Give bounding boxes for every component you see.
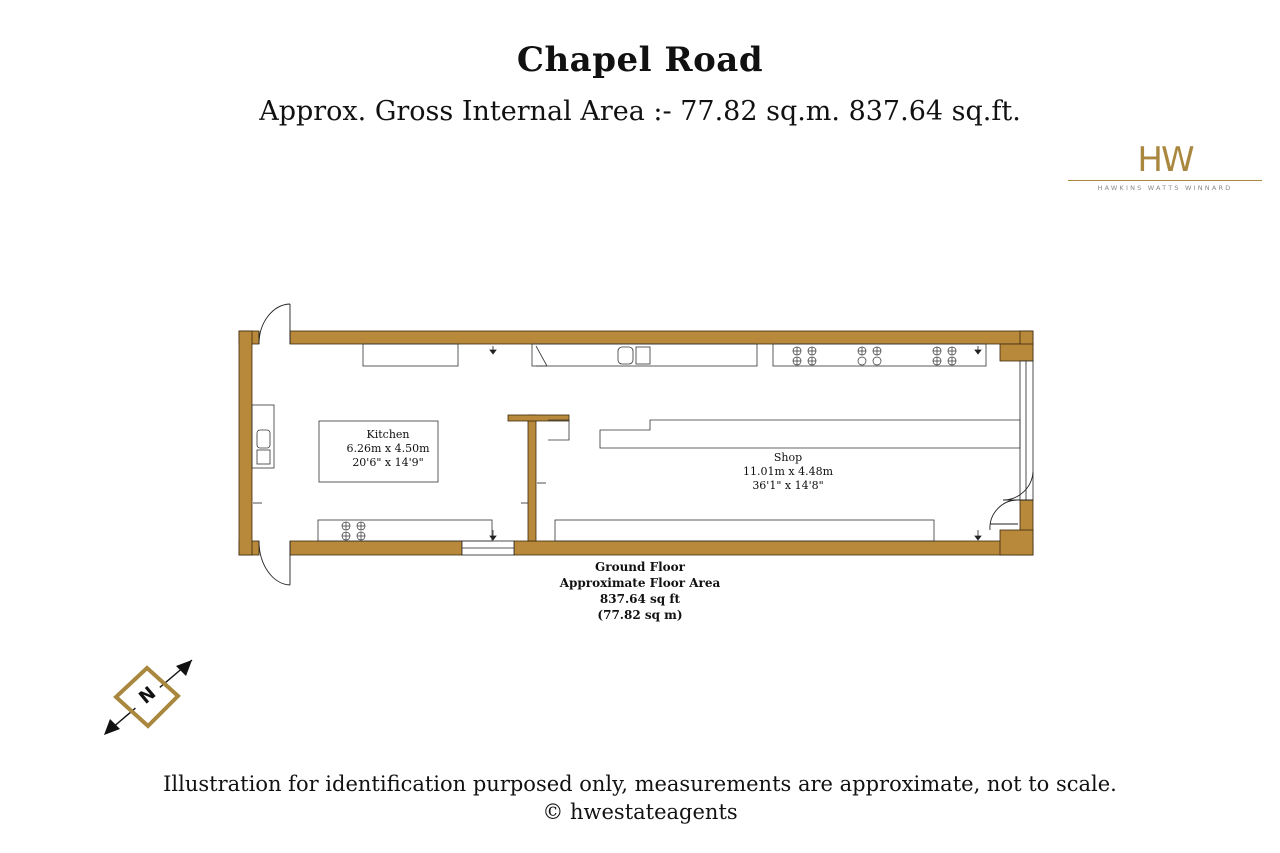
logo-mark: HW: [1137, 140, 1193, 180]
sink-drainer-icon: [636, 347, 650, 364]
hob-icon: [342, 522, 365, 540]
floor-area-sqft: 837.64 sq ft: [599, 592, 681, 606]
kitchen-name: Kitchen: [366, 428, 410, 441]
oven-icon: [257, 430, 270, 448]
top-wall: [290, 331, 1033, 344]
north-arrow-icon: [176, 660, 192, 676]
south-arrow-icon: [104, 719, 120, 735]
partition-wall: [528, 415, 536, 541]
door-swing-top-left: [259, 304, 290, 344]
shop-imperial: 36'1" x 14'8": [752, 479, 824, 492]
shop-name: Shop: [773, 451, 803, 464]
left-appliance-unit: [252, 405, 274, 468]
copyright: © hwestateagents: [542, 800, 738, 824]
floor-area-caption: Approximate Floor Area: [559, 576, 721, 590]
kitchen-label: [319, 428, 457, 470]
shop-label: [708, 451, 868, 493]
shop-display-unit: [600, 420, 1020, 448]
right-wall-corner-bottom: [1000, 530, 1033, 555]
kitchen-worktop-top: [363, 344, 458, 366]
bottom-wall-right: [514, 541, 1033, 555]
floor-name: Ground Floor: [595, 560, 685, 574]
shop-metric: 11.01m x 4.48m: [742, 465, 834, 478]
page-title: Chapel Road: [516, 40, 764, 80]
compass-letter: N: [135, 682, 161, 709]
cupboard-icon: [257, 450, 270, 464]
sink-icon: [618, 347, 633, 364]
right-wall-corner-top: [1000, 344, 1033, 361]
hob-icon: [858, 347, 881, 365]
bottom-wall-left: [290, 541, 462, 555]
logo-name: HAWKINS WATTS WINNARD: [1097, 184, 1233, 192]
floor-area-sqm: (77.82 sq m): [597, 608, 683, 622]
gross-area-subtitle: Approx. Gross Internal Area :- 77.82 sq.m. 837.64 sq.ft.: [259, 96, 1021, 127]
kitchen-imperial: 20'6" x 14'9": [352, 456, 424, 469]
disclaimer: Illustration for identification purposed only, measurements are approximate, not to scale.: [163, 772, 1117, 796]
footer: [0, 770, 1280, 826]
shop-counter-bottom: [555, 520, 934, 541]
left-wall: [239, 331, 252, 555]
kitchen-worktop-bottom: [318, 520, 492, 541]
door-swing-bottom-left: [259, 541, 290, 585]
hob-icon: [933, 347, 956, 365]
hob-icon: [793, 347, 816, 365]
shop-partition-notch: [548, 420, 569, 440]
shopfront-window: [1020, 361, 1033, 500]
floor-area-label: [540, 559, 740, 623]
kitchen-metric: 6.26m x 4.50m: [346, 442, 430, 455]
door-swing-right-lower: [990, 500, 1018, 530]
